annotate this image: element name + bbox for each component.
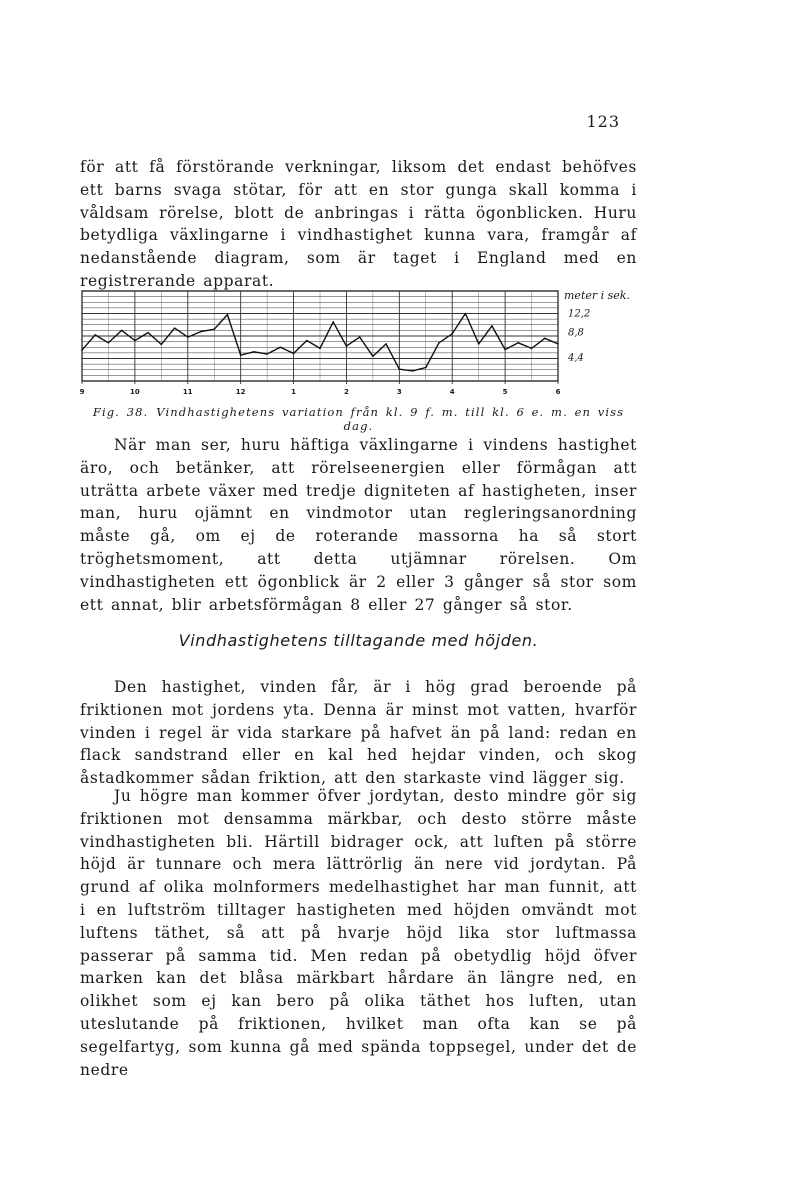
data-point (531, 348, 533, 350)
data-point (346, 345, 348, 347)
data-point (253, 351, 255, 353)
data-point (332, 321, 334, 323)
data-point (319, 348, 321, 350)
data-point (108, 342, 110, 344)
data-point (280, 346, 282, 348)
wind-speed-diagram (76, 283, 636, 403)
data-point (504, 349, 506, 351)
data-point (240, 354, 242, 356)
data-point (147, 332, 149, 334)
data-point (81, 349, 83, 351)
x-tick-label: 3 (396, 388, 402, 396)
x-tick-label: 12 (235, 388, 246, 396)
data-point (412, 370, 414, 372)
x-tick-label: 5 (502, 388, 508, 396)
data-point (134, 340, 136, 342)
figure-caption (80, 405, 637, 433)
x-tick-label: 4 (449, 388, 455, 396)
data-point (161, 344, 163, 346)
x-tick-label: 10 (130, 388, 140, 396)
x-tick-label: 2 (344, 388, 349, 396)
data-point (385, 343, 387, 345)
paragraph-1: för att få förstörande verkningar, liksom det endast behöfves ett barns svaga stötar, för att en stor gunga skall komma i våldsam rörelse, blott de anbringas i rätta ögonblicken. Huru betydliga växlingarne i vindhastighet kunna vara, framgår af nedanstående diagram, som är taget i England med en registrerande apparat. (80, 158, 637, 290)
data-point (399, 368, 401, 370)
x-tick-label: 9 (79, 388, 85, 396)
paragraph-4: Ju högre man kommer öfver jordytan, desto mindre gör sig friktionen mot densamma märkbar, och desto större måste vindhastigheten bli. Härtill bidrager ock, att luften på större höjd är tunnare och mera lättrörlig än nere vid jordytan. På grund af olika molnformers medelhastighet har man funnit, att i en luftström tilltager hastigheten med höjden omvändt mot luftens täthet, så att på hvarje höjd lika stor luftmassa passerar på samma tid. Men redan på obetydlig höjd öfver marken kan det blåsa märkbart hårdare än längre ned, en olikhet som ej kan bero på olika täthet hos luften, utan uteslutande på friktionen, hvilket man ofta kan se på segelfartyg, som kunna gå med spända toppsegel, under det de nedre (80, 787, 637, 1079)
x-tick-label: 11 (182, 388, 193, 396)
data-point (451, 333, 453, 335)
paragraph-2: När man ser, huru häftiga växlingarne i vindens hastighet äro, och betänker, att rörelseenergien eller förmågan att uträtta arbete växer med tredje digniteten af hastigheten, inser man, huru ojämnt en vindmotor utan regleringsanordning måste gå, om ej de roterande massorna ha så stort tröghetsmoment, att detta utjämnar rörelsen. Om vindhastigheten ett ögonblick är 2 eller 3 gånger så stor som ett annat, blir arbetsförmågan 8 eller 27 gånger så stor. (80, 436, 637, 614)
data-point (306, 340, 308, 342)
y-axis-unit-label: meter i sek. (564, 289, 630, 302)
data-point (491, 325, 493, 327)
y-tick-label: 4,4 (568, 352, 584, 364)
data-point (121, 330, 123, 332)
wind-chart-svg (76, 283, 636, 403)
data-point (465, 313, 467, 315)
data-point (200, 331, 202, 333)
y-tick-label: 8,8 (568, 327, 584, 339)
figure-caption-text: Vindhastighetens variation från kl. 9 f. m. till kl. 6 e. m. en viss dag. (156, 405, 625, 433)
data-point (266, 353, 268, 355)
data-point (425, 367, 427, 369)
data-point (227, 314, 229, 316)
data-point (438, 342, 440, 344)
data-point (187, 336, 189, 338)
section-heading: Vindhastighetens tilltagande med höjden. (178, 631, 539, 650)
data-point (544, 337, 546, 339)
data-point (478, 343, 480, 345)
data-point (359, 336, 361, 338)
data-point (372, 355, 374, 357)
data-point (518, 342, 520, 344)
x-tick-label: 1 (291, 388, 296, 396)
page-number: 123 (586, 112, 620, 131)
y-tick-label: 12,2 (568, 308, 591, 320)
data-point (174, 327, 176, 329)
data-point (213, 328, 215, 330)
figure-label: Fig. 38. (92, 405, 149, 419)
data-point (557, 343, 559, 345)
paragraph-3: Den hastighet, vinden får, är i hög grad beroende på friktionen mot jordens yta. Denna är minst mot vatten, hvarför vinden i regel är vida starkare på hafvet än på land: redan en flack sandstrand eller en kal hed hejdar vinden, och skog åstadkommer sådan friktion, att den starkaste vind lägger sig. (80, 678, 637, 788)
data-point (293, 353, 295, 355)
data-point (94, 334, 96, 336)
x-tick-label: 6 (555, 388, 561, 396)
